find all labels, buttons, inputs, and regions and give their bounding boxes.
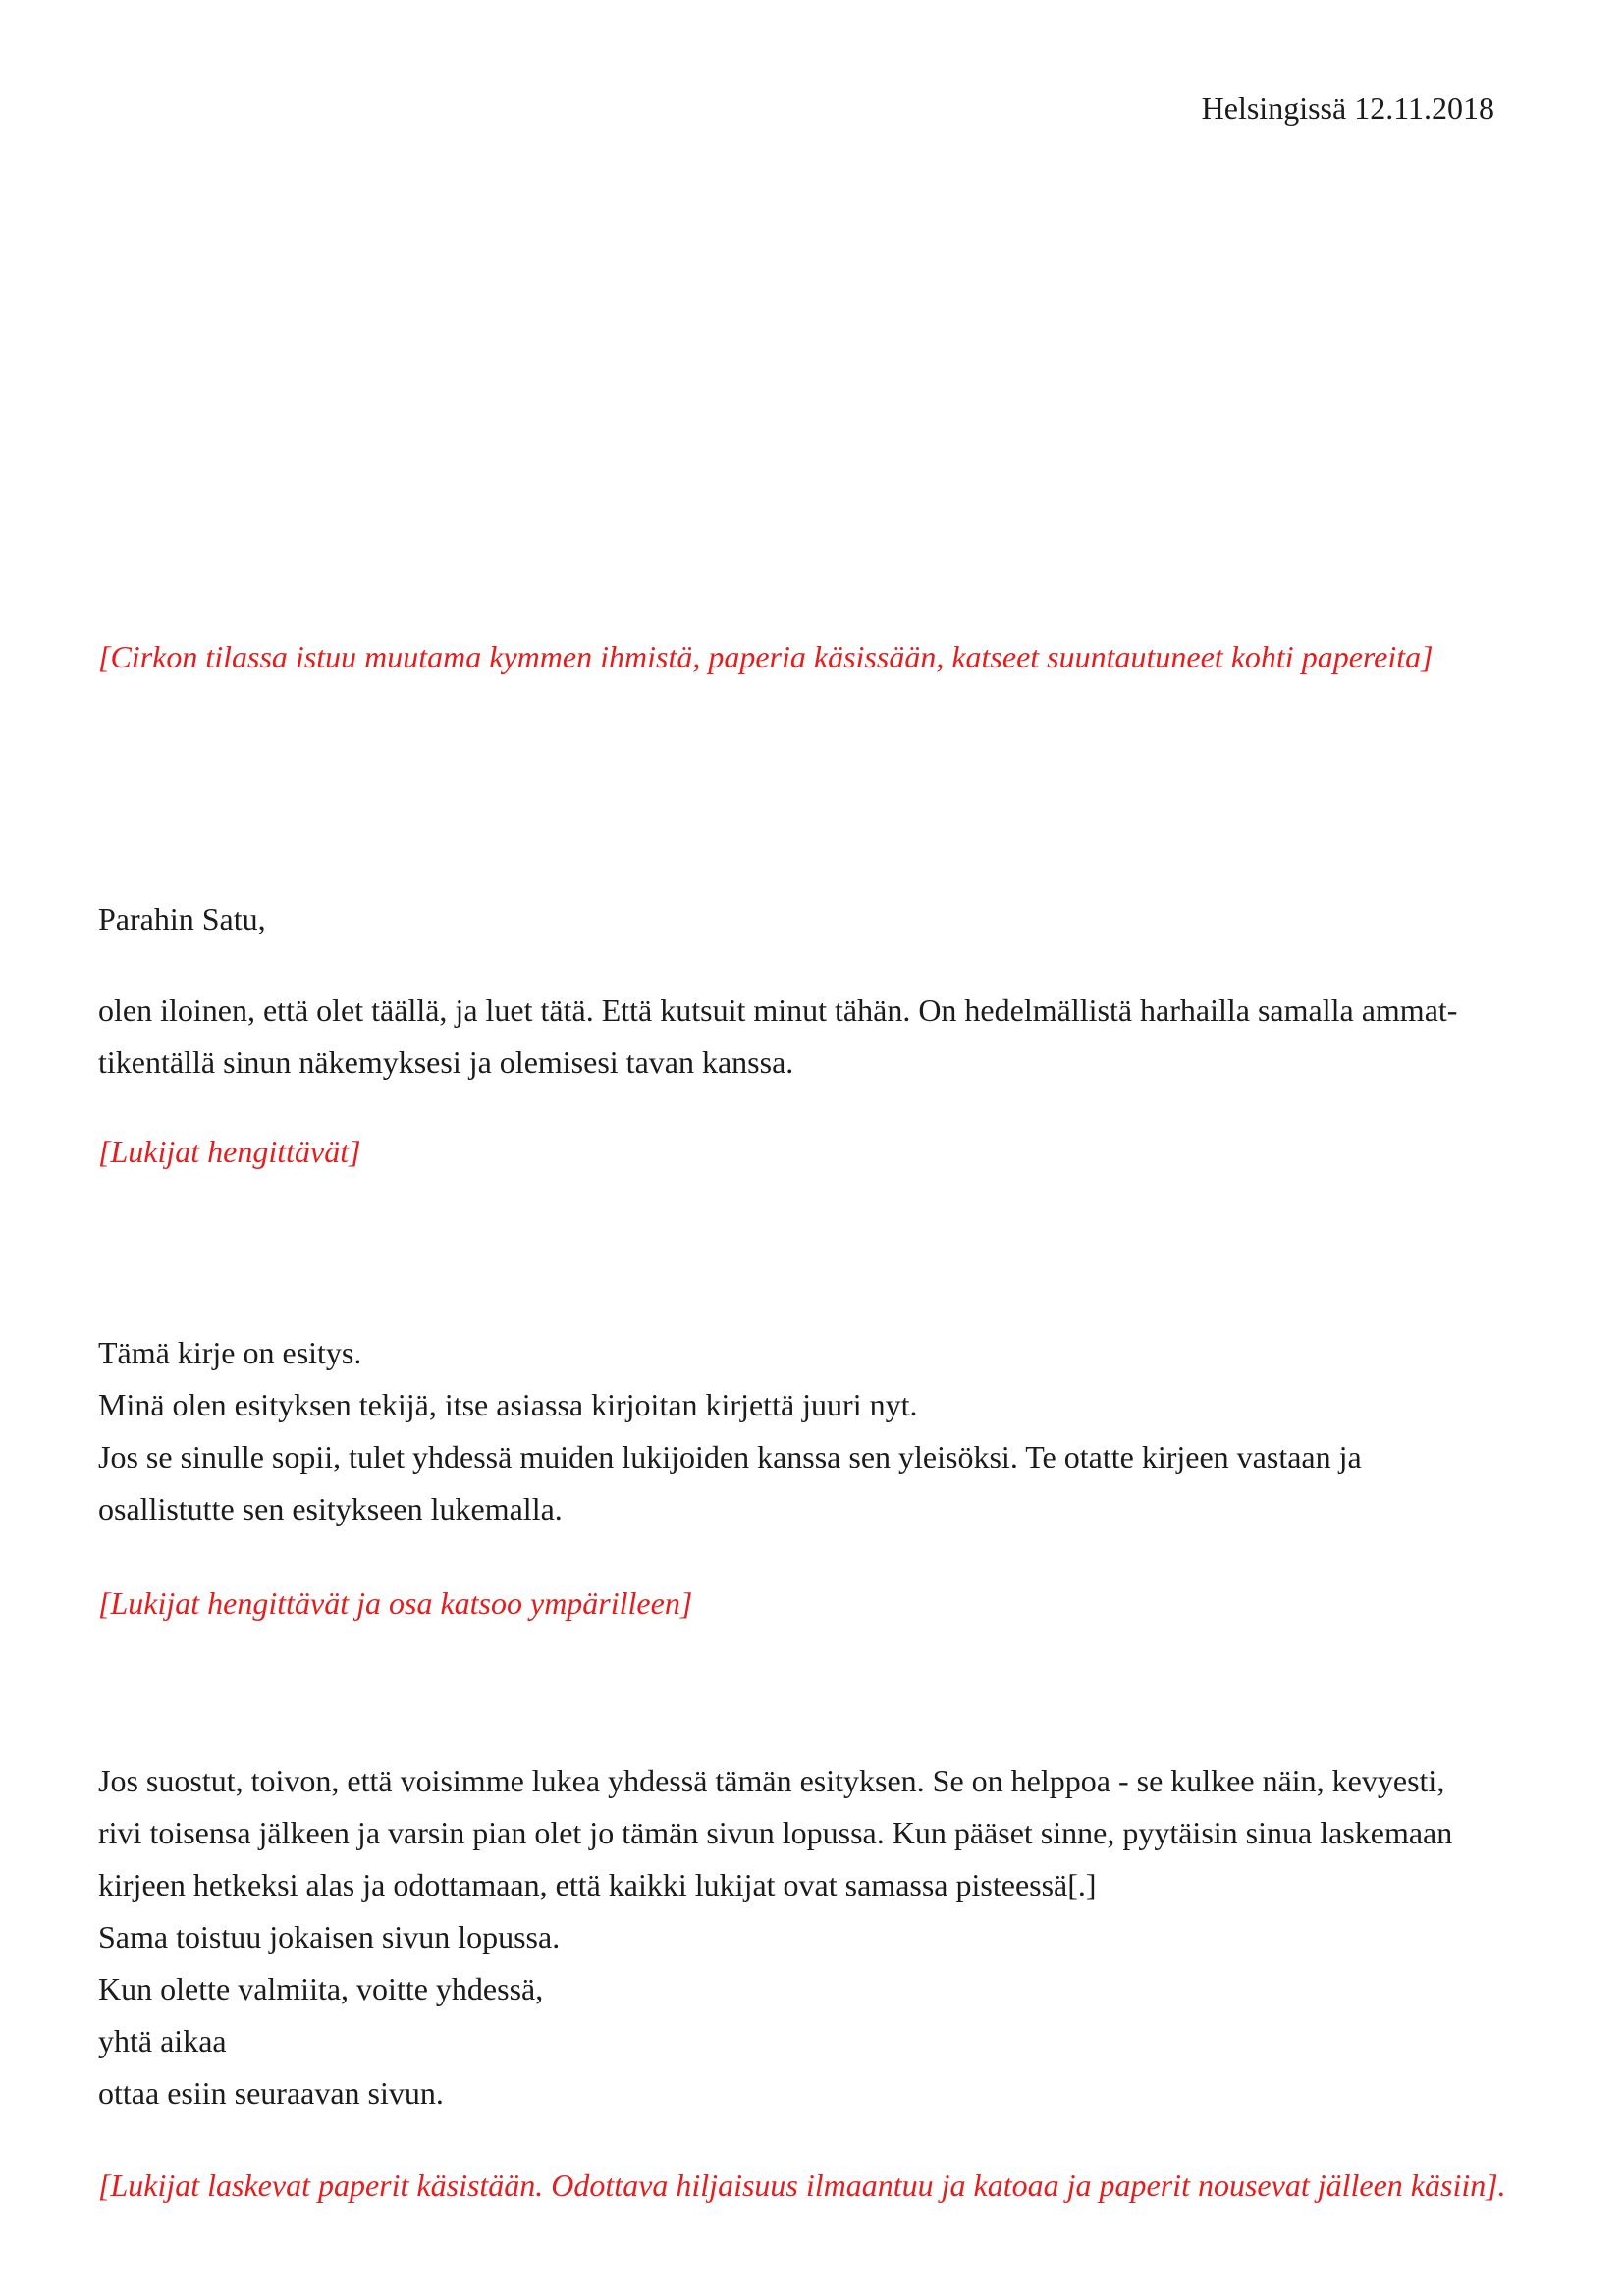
paragraph-line: Tämä kirje on esitys. — [98, 1335, 362, 1370]
paragraph-reading-instructions — [98, 1755, 1452, 2119]
paragraph-line: Kun olette valmiita, voitte yhdessä, — [98, 1971, 544, 2006]
paragraph-line: rivi toisensa jälkeen ja varsin pian olet jo tämän sivun lopussa. Kun pääset sinne, pyytäisin sinua laskemaan — [98, 1815, 1453, 1850]
paragraph-line: Minä olen esityksen tekijä, itse asiassa kirjoitan kirjettä juuri nyt. — [98, 1387, 918, 1422]
paragraph-line: Jos suostut, toivon, että voisimme lukea yhdessä tämän esityksen. Se on helppoa - se kulkee näin, kevyesti, — [98, 1763, 1445, 1798]
paragraph-line: olen iloinen, että olet täällä, ja luet tätä. Että kutsuit minut tähän. On hedelmällistä harhailla samalla ammat- — [98, 992, 1458, 1028]
paragraph-line: kirjeen hetkeksi alas ja odottamaan, että kaikki lukijat ovat samassa pisteessä[.] — [98, 1867, 1097, 1902]
dateline: Helsingissä 12.11.2018 — [1201, 90, 1494, 126]
paragraph-line: Sama toistuu jokaisen sivun lopussa. — [98, 1919, 561, 1954]
salutation: Parahin Satu, — [98, 901, 266, 936]
paragraph-line: tikentällä sinun näkemyksesi ja olemisesi tavan kanssa. — [98, 1044, 794, 1080]
stage-direction-papers-down-up: [Lukijat laskevat paperit käsistään. Odottava hiljaisuus ilmaantuu ja katoaa ja paperit nousevat jälleen käsiin]. — [98, 2167, 1506, 2203]
paragraph-greeting — [98, 985, 1457, 1089]
paragraph-letter-is-performance — [98, 1327, 1362, 1535]
paragraph-line: ottaa esiin seuraavan sivun. — [98, 2075, 444, 2110]
paragraph-line: yhtä aikaa — [98, 2023, 227, 2058]
stage-direction-opening: [Cirkon tilassa istuu muutama kymmen ihmistä, paperia käsissään, katseet suuntautuneet kohti papereita] — [98, 639, 1434, 674]
stage-direction-breathe: [Lukijat hengittävät] — [98, 1134, 361, 1169]
paragraph-line: osallistutte sen esitykseen lukemalla. — [98, 1491, 563, 1526]
paragraph-line: Jos se sinulle sopii, tulet yhdessä muiden lukijoiden kanssa sen yleisöksi. Te otatte kirjeen vastaan ja — [98, 1439, 1362, 1474]
stage-direction-breathe-look-around: [Lukijat hengittävät ja osa katsoo ympärilleen] — [98, 1585, 693, 1621]
